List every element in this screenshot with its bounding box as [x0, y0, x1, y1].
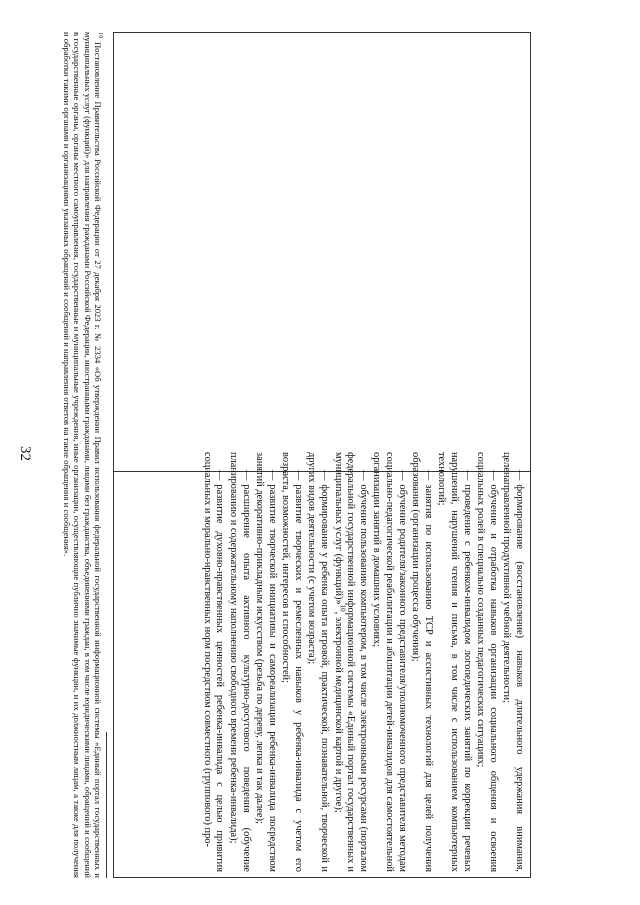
list-dash: — — [292, 470, 304, 481]
list-item — [200, 452, 225, 872]
list-item — [500, 452, 525, 872]
list-dash: — — [422, 470, 434, 481]
list-item — [279, 452, 304, 872]
list-dash: — — [240, 470, 252, 481]
list-item — [305, 452, 330, 872]
list-item — [435, 452, 473, 872]
footnote-text: Постановление Правительства Российской Федерации от 27 декабря 2023 г. № 2334 «Об утверждении Правил использования федеральной государственной информационной системы «Единый портал государственных и муниципальных услуг (функций)» для направления гражданами Российской Федерации, иностранными гражданами, лицами без гражданства, объединениями граждан, в том числе юридическими лицами, обращений и сообщений в государственные органы, органы местного самоуправления, государственные и муниципальные учреждения, иные организации, осуществляющие публично значимые функции, и их должностным лицам, а также для получения и обработки такими органами и организациями указанных обращений и сообщений и направления ответов на такие обращения и сообщения». — [61, 32, 103, 878]
list-dash: — — [214, 470, 226, 481]
list-item-text: развитие творческой инициативы и самореализации ребенка-инвалида посредством занятий декоративно-прикладным искусством (резьба по дереву, лепка и так далее); — [254, 452, 278, 872]
footnote-marker: 10 — [96, 32, 104, 39]
list-item-text: обучение родителя/законного представителя/уполномоченного представителя методам социально-педагогической реабилитации и абилитации детей-инвалидов для самостоятельной организации занятий в домашних условиях; — [371, 452, 408, 872]
list-item — [370, 452, 408, 872]
page-number: 32 — [17, 446, 33, 461]
list-item-text: занятия по использованию ТСР и ассистивных технологий для целей получения образования (организации процесса обучения); — [410, 452, 434, 872]
list-item-text: развитие духовно-нравственных ценностей ребенка-инвалида с целью привития социальных и морально-нравственных норм посредством совместного (группового) про- — [201, 452, 226, 872]
list-item-text: проведение с ребенком-инвалидом логопедических занятий по коррекции речевых нарушений, нарушений чтения и письма, в том числе с использованием компьютерных технологий; — [436, 452, 473, 872]
measures-list — [117, 452, 525, 872]
list-dash: — — [266, 470, 278, 481]
list-dash: — — [461, 470, 473, 481]
list-dash: — — [487, 470, 499, 481]
list-item — [331, 452, 369, 872]
list-item-text: обучение пользованию компьютером, в том числе электронными ресурсами (порталом федеральной государственной информационной системы «Единый портал государственных и муниципальных услуг (функций)» — [332, 452, 369, 872]
list-item-text-tail: , электронной медицинской картой и другое); — [332, 611, 344, 813]
list-dash: — — [514, 470, 525, 481]
footnote — [61, 32, 103, 878]
list-item-text: расширение опыта активного культурно-досугового поведения (обучение планированию и содержательному наполнению свободного времени ребенка-инвалида); — [227, 452, 252, 872]
list-item — [409, 452, 434, 872]
list-item-text: обучение и отработка навыков организации социального общения и освоения социальных ролей в специально созданных педагогических ситуациях; — [475, 452, 499, 872]
rotated-page-content — [45, 10, 605, 880]
list-dash: — — [319, 470, 331, 481]
list-item-text: развитие творческих и ремесленных навыков у ребенка-инвалида с учетом его возраста, возможностей, интересов и способностей; — [280, 452, 304, 872]
list-item — [226, 452, 251, 872]
list-dash: — — [396, 470, 408, 481]
list-dash: — — [357, 470, 369, 481]
footnote-separator — [106, 732, 107, 878]
list-item-text: формирование у ребенка опыта игровой, практической, познавательной, творческой и других видов деятельности (с учетом возраста); — [306, 452, 331, 872]
list-item — [253, 452, 278, 872]
list-item — [474, 452, 499, 872]
footnote-reference: 10 — [338, 604, 347, 612]
list-item-text: формирование (восстановление) навыков длительного удержания внимания, целенаправленной продуктивной учебной деятельности; — [501, 452, 525, 872]
